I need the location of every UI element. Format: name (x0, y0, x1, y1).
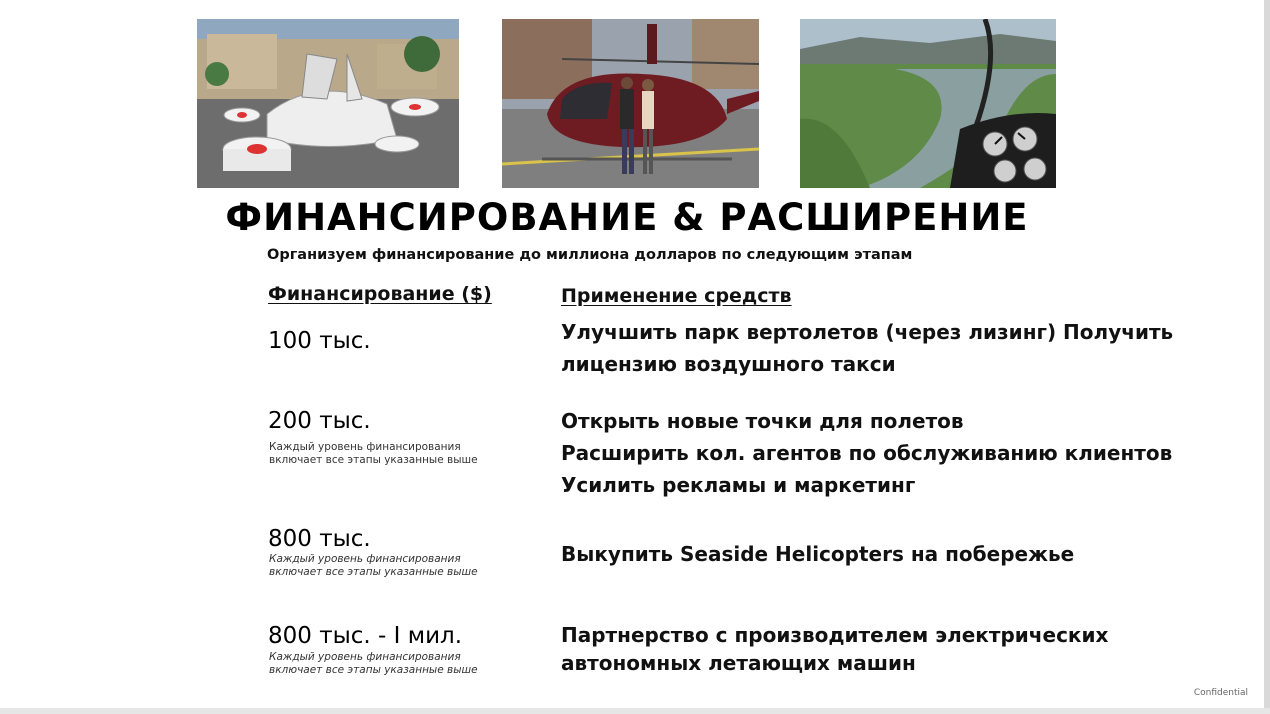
slide-edge-right (1264, 0, 1270, 714)
funding-note-3: Каждый уровень финансирования включает все этапы указанные выше (269, 553, 478, 578)
use-line: лицензию воздушного такси (561, 352, 896, 376)
funding-note-2: Каждый уровень финансирования включает все этапы указанные выше (269, 441, 478, 466)
use-of-funds-2 (561, 405, 1172, 501)
funding-amount-4: 800 тыс. - I мил. (268, 623, 463, 649)
use-line: Партнерство с производителем электрических (561, 623, 1109, 647)
air-taxi-photo (197, 19, 459, 188)
use-column-header: Применение средств (561, 285, 792, 307)
use-line: Расширить кол. агентов по обслуживанию клиентов (561, 441, 1173, 465)
helicopter-photo (502, 19, 759, 188)
funding-amount-3: 800 тыс. (268, 526, 371, 552)
funding-amount-2: 200 тыс. (268, 408, 371, 434)
page-title: ФИНАНСИРОВАНИЕ & РАСШИРЕНИЕ (225, 196, 1029, 239)
use-line: Выкупить Seaside Helicopters на побережье (561, 542, 1075, 566)
funding-note-4: Каждый уровень финансирования включает все этапы указанные выше (269, 651, 478, 676)
confidential-label: Confidential (1193, 688, 1248, 698)
funding-amount-1: 100 тыс. (268, 328, 371, 354)
slide-edge-bottom (0, 708, 1270, 714)
use-of-funds-3 (561, 538, 1074, 570)
river-cockpit-photo (800, 19, 1056, 188)
use-line: автономных летающих машин (561, 651, 916, 675)
use-of-funds-4 (561, 621, 1108, 677)
funding-column-header: Финансирование ($) (268, 283, 492, 305)
use-of-funds-1 (561, 316, 1173, 380)
use-line: Открыть новые точки для полетов (561, 409, 964, 433)
page-subtitle: Организуем финансирование до миллиона долларов по следующим этапам (267, 247, 913, 263)
use-line: Улучшить парк вертолетов (через лизинг) Получить (561, 320, 1174, 344)
use-line: Усилить рекламы и маркетинг (561, 473, 916, 497)
